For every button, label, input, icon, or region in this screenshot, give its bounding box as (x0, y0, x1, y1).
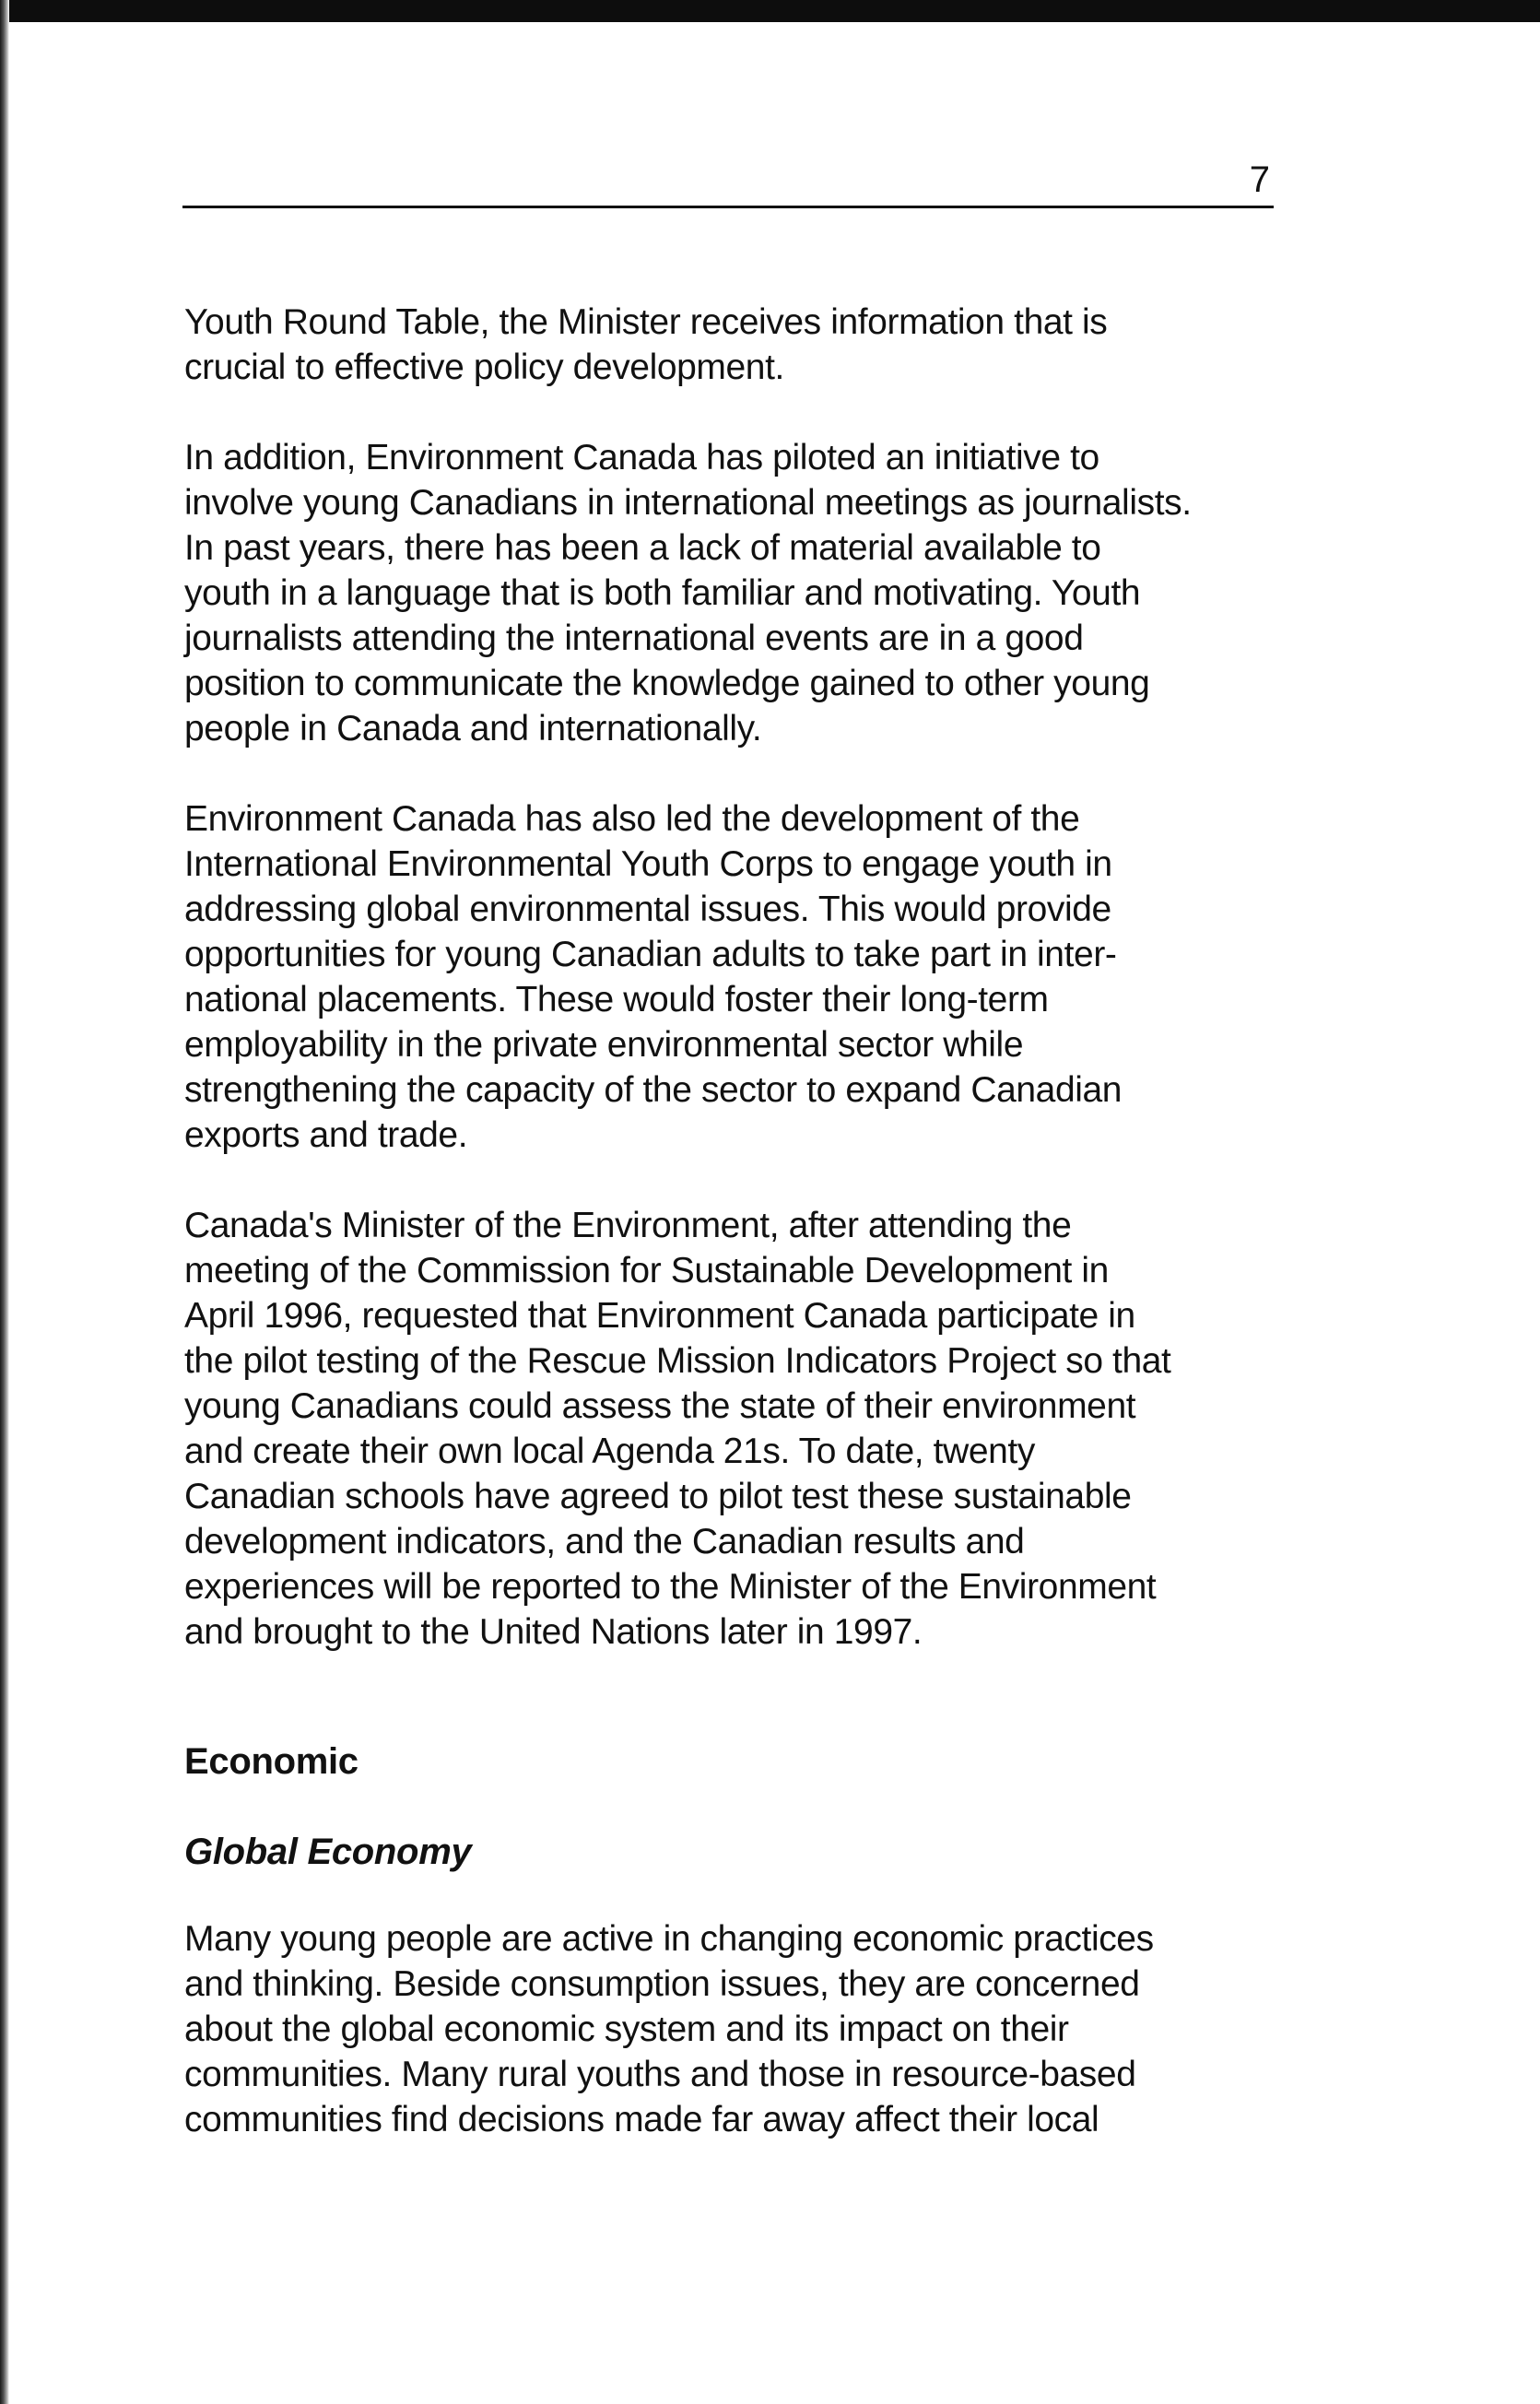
section-subheading: Global Economy (184, 1832, 472, 1872)
scan-left-border (0, 0, 9, 2404)
paragraph-youth-corps: Environment Canada has also led the development of the International Environmental Youth Corps to engage youth in addressing global environmental issues. This would provide opportunities for young Canadian adults to take part in inter- national placements. These would foster their long-term employability in the private environmental sector while strengthening the capacity of the sector to expand Canadian exports and trade. (184, 799, 1123, 1155)
paragraph-global-economy: Many young people are active in changing economic practices and thinking. Beside consumption issues, they are concerned about the global economic system and its impact on their communities. Many rural youths and those in resource-based communities find decisions made far away affect their local (184, 1919, 1154, 2139)
page-body (184, 300, 1290, 2187)
page-number: 7 (1249, 159, 1270, 200)
paragraph-youth-round-table: Youth Round Table, the Minister receives information that is crucial to effective policy development. (184, 302, 1108, 387)
page-header (182, 159, 1274, 208)
paragraph-youth-journalists: In addition, Environment Canada has piloted an initiative to involve young Canadians in international meetings as journalists. In past years, there has been a lack of material available to youth in a language that is both familiar and motivating. Youth journalists attending the international events are in a good position to communicate the knowledge gained to other young people in Canada and internationally. (184, 438, 1192, 748)
scan-top-border (0, 0, 1540, 22)
header-rule (182, 206, 1274, 208)
paragraph-rescue-mission: Canada's Minister of the Environment, after attending the meeting of the Commission for Sustainable Development in April 1996, requested that Environment Canada participate in the pilot testing of the Rescue Mission Indicators Project so that young Canadians could assess the state of their environment and create their own local Agenda 21s. To date, twenty Canadian schools have agreed to pilot test these sustainable development indicators, and the Canadian results and experiences will be reported to the Minister of the Environment and brought to the United Nations later in 1997. (184, 1206, 1171, 1652)
section-heading: Economic (184, 1741, 359, 1782)
